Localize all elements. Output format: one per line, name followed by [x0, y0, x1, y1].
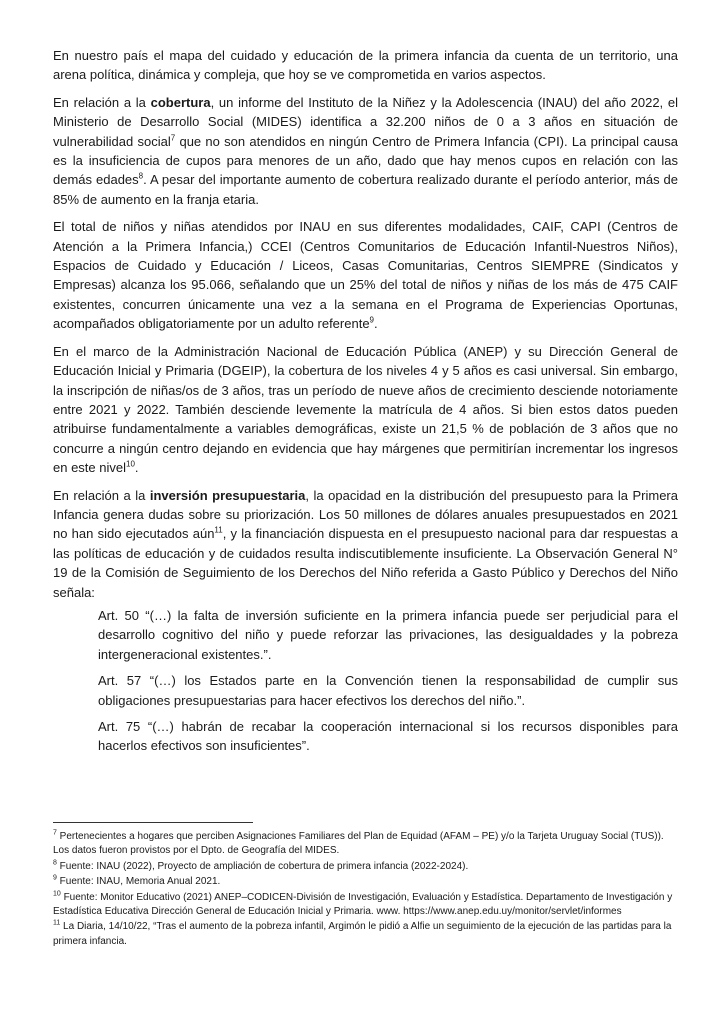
footnote-number: 10: [53, 890, 61, 898]
paragraph-text: El total de niños y niñas atendidos por INAU en sus diferentes modalidades, CAIF, CAPI (Centros de Atención a la Primera Infancia,) CCEI (Centros Comunitarios de Educación Infantil-Nuestros Niños), Espacios de Cuidado y Educación / Liceos, Casas Comunitarias, Centros SIEMPRE (Sindicatos y Empresas) alcanza los 95.066, señalando que un 25% del total de niños y niñas de los más de 475 CAIF existentes, concurren únicamente una vez a la semana en el Programa de Experiencias Oportunas, acompañados obligatoriamente por un adulto referente: [53, 219, 678, 332]
footnote-number: 8: [53, 859, 57, 867]
footnote-text: Fuente: INAU, Memoria Anual 2021.: [56, 876, 221, 888]
footnote-ref-9[interactable]: 9: [369, 315, 374, 325]
paragraph-text: En el marco de la Administración Nacional de Educación Pública (ANEP) y su Dirección General de Educación Inicial y Primaria (DGEIP), la cobertura de los niveles 4 y 5 años es casi universal. Sin embargo, la inscripción de niñas/os de 3 años, tras un período de nueve años de crecimiento desciende notoriamente entre 2021 y 2022. También desciende levemente la matrícula de 4 años. Si bien estos datos pueden atribuirse fundamentalmente a variables demográficas, existe un 21,5 % de población de 3 años que no concurre a ningún centro dejando en evidencia que hay márgenes que permitirían incrementar los ingresos en este nivel: [53, 343, 678, 476]
paragraph-anep: [53, 342, 678, 478]
footnote-10: [53, 891, 678, 920]
quote-art-75: Art. 75 “(…) habrán de recabar la cooperación internacional si los recursos disponibles para hacerlos efectivos son insuficientes”.: [98, 719, 678, 754]
paragraph-intro: [53, 46, 678, 85]
paragraph-text: En nuestro país el mapa del cuidado y educación de la primera infancia da cuenta de un territorio, una arena política, dinámica y compleja, que hoy se ve comprometida en varios aspectos.: [53, 48, 678, 83]
footnote-7: [53, 830, 678, 859]
footnote-number: 11: [53, 920, 61, 928]
footnote-number: 9: [53, 874, 57, 882]
footnote-text: Pertenecientes a hogares que perciben Asignaciones Familiares del Plan de Equidad (AFAM – PE) y/o la Tarjeta Uruguay Social (TUS)). Los datos fueron provistos por el Dpto. de Geografía del MIDES.: [53, 831, 664, 857]
footnote-ref-8[interactable]: 8: [138, 172, 144, 182]
bold-term-cobertura: cobertura: [150, 94, 211, 110]
paragraph-text: , un informe del Instituto de la Niñez y la Adolescencia (INAU) del año 2022, el Ministerio de Desarrollo Social (MIDES) identifica a 32.200 niños de 0 a 3 años en situación de vulnerabilidad social: [53, 94, 678, 149]
paragraph-inau-total: [53, 217, 678, 333]
paragraph-inversion: [53, 486, 678, 602]
paragraph-text: .: [374, 316, 378, 332]
quote-art-57: Art. 57 “(…) los Estados parte en la Convención tienen la responsabilidad de cumplir sus obligaciones presupuestarias para hacer efectivos los derechos del niño.”.: [98, 673, 678, 708]
footnote-text: Fuente: INAU (2022), Proyecto de ampliación de cobertura de primera infancia (2022-2024).: [56, 860, 469, 872]
paragraph-text: , y la financiación dispuesta en el presupuesto nacional para dar respuestas a las políticas de educación y de cuidados resulta indiscutiblemente insuficiente. La Observación General N° 19 de la Comisión de Seguimiento de los Derechos del Niño referida a Gasto Público y Derechos del Niño señala:: [53, 526, 679, 600]
body-text: [53, 46, 678, 756]
paragraph-text: En relación a la: [53, 487, 150, 503]
footnotes: [53, 830, 678, 950]
paragraph-text: , la opacidad en la distribución del presupuesto para la Primera Infancia genera dudas sobre su priorización. Los 50 millones de dólares anuales presupuestados en 2021 no han sido ejecutados aún: [53, 487, 678, 542]
footnote-9: [53, 875, 678, 889]
footnote-11: [53, 920, 678, 949]
paragraph-text: . A pesar del importante aumento de cobertura realizado durante el período anterior, más de 85% de aumento en la franja etaria.: [53, 172, 679, 207]
quote-art-50: Art. 50 “(…) la falta de inversión suficiente en la primera infancia puede ser perjudicial para el desarrollo cognitivo del niño y puede reforzar las privaciones, las desigualdades y la pobreza intergeneracional existentes.”.: [98, 607, 678, 662]
footnote-text: La Diaria, 14/10/22, “Tras el aumento de la pobreza infantil, Argimón le pidió a Alfie un seguimiento de la ejecución de las partidas para la primera infancia.: [53, 921, 672, 947]
paragraph-text: .: [134, 460, 139, 476]
footnote-separator: [53, 822, 253, 823]
footnote-8: [53, 860, 678, 874]
paragraph-text: que no son atendidos en ningún Centro de Primera Infancia (CPI). La principal causa es la insuficiencia de cupos para menores de un año, dado que hay menos cupos en relación con las demás edades: [53, 133, 678, 188]
footnote-ref-10[interactable]: 10: [126, 459, 135, 469]
paragraph-text: En relación a la: [53, 94, 151, 110]
footnote-ref-11[interactable]: 11: [214, 526, 223, 536]
footnote-ref-7[interactable]: 7: [170, 133, 176, 143]
footnote-text: Fuente: Monitor Educativo (2021) ANEP–CODICEN-División de Investigación, Evaluación y Estadística. Departamento de Investigación y Estadística Educativa Dirección General de Educación Inicial y Primaria. www. https://www.anep.edu.uy/monitor/servlet/informes: [53, 891, 673, 918]
paragraph-cobertura: [53, 93, 678, 209]
bold-term-inversion: inversión presupuestaria: [149, 487, 306, 503]
footnote-number: 7: [53, 829, 57, 837]
